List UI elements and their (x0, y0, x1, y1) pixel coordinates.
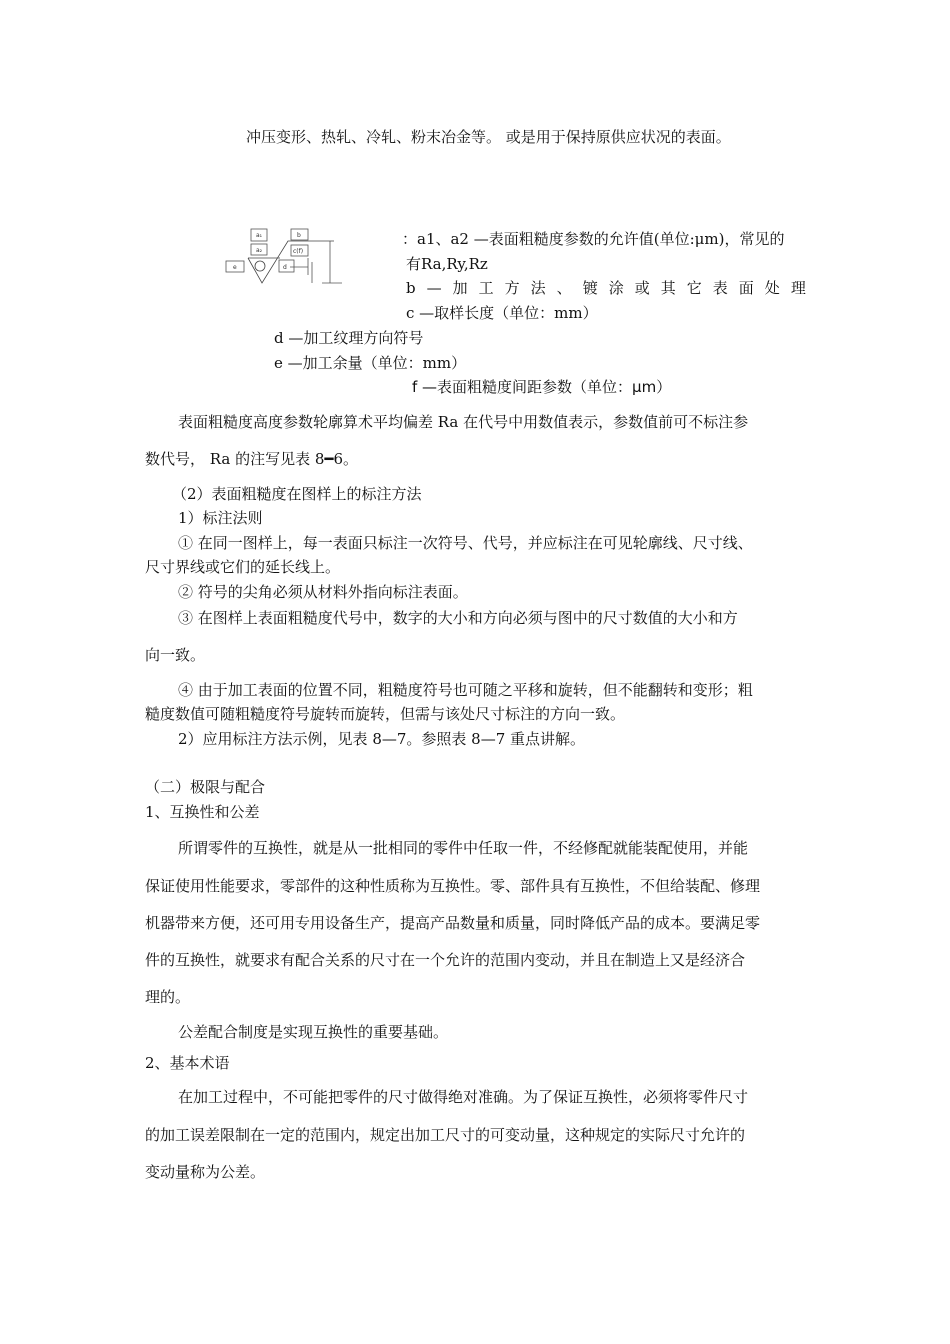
label-a2: a₂ (256, 247, 263, 254)
para-interchangeability-line5: 理的。 (145, 988, 191, 1006)
label-cf: c(f) (293, 248, 304, 255)
rule4-line2: 糙度数值可随粗糙度符号旋转而旋转，但需与该处尺寸标注的方向一致。 (145, 705, 626, 723)
legend-a-line1: ：a1、a2 —表面粗糙度参数的允许值(单位:μm)，常见的 (402, 230, 785, 248)
rule1-line2: 尺寸界线或它们的延长线上。 (145, 558, 341, 576)
para-terms-line2: 的加工误差限制在一定的范围内，规定出加工尺寸的可变动量，这种规定的实际尺寸允许的 (145, 1126, 746, 1144)
para-ra-line2: 数代号， Ra 的注写见表 8━6。 (145, 450, 359, 468)
legend-c: c —取样长度（单位：mm） (406, 304, 598, 322)
para-interchangeability-line1: 所谓零件的互换性，就是从一批相同的零件中任取一件，不经修配就能装配使用，并能 (178, 839, 749, 857)
para-interchangeability-line2: 保证使用性能要求，零部件的这种性质称为互换性。零、部件具有互换性，不但给装配、修理 (145, 877, 761, 895)
intro-line: 冲压变形、热轧、冷轧、粉末冶金等。 或是用于保持原供应状况的表面。 (246, 128, 731, 146)
para-ra-line1: 表面粗糙度高度参数轮廓算术平均偏差 Ra 在代号中用数值表示，参数值前可不标注参 (178, 413, 749, 431)
heading-marking-rules: 1）标注法则 (178, 509, 263, 527)
roughness-symbol-diagram (224, 225, 349, 285)
legend-d: d —加工纹理方向符号 (274, 329, 424, 347)
rule1-line1: ① 在同一图样上，每一表面只标注一次符号、代号，并应标注在可见轮廓线、尺寸线、 (178, 534, 753, 552)
rule3-line1: ③ 在图样上表面粗糙度代号中，数字的大小和方向必须与图中的尺寸数值的大小和方 (178, 609, 738, 627)
rule2: ② 符号的尖角必须从材料外指向标注表面。 (178, 583, 468, 601)
heading-marking-method: （2）表面粗糙度在图样上的标注方法 (172, 485, 422, 503)
para-interchangeability-line4: 件的互换性，就要求有配合关系的尺寸在一个允许的范围内变动，并且在制造上又是经济合 (145, 951, 746, 969)
subheading-interchangeability: 1、互换性和公差 (145, 803, 260, 821)
para-terms-line3: 变动量称为公差。 (145, 1163, 266, 1181)
legend-f: f —表面粗糙度间距参数（单位：μm） (412, 378, 672, 396)
legend-b: b — 加 工 方 法 、 镀 涂 或 其 它 表 面 处 理 (406, 279, 806, 297)
subheading-basic-terms: 2、基本术语 (145, 1054, 230, 1072)
rule3-line2: 向一致。 (145, 646, 206, 664)
heading-application-example: 2）应用标注方法示例，见表 8—7。参照表 8—7 重点讲解。 (178, 730, 586, 748)
para-tolerance-basis: 公差配合制度是实现互换性的重要基础。 (178, 1023, 449, 1041)
legend-e: e —加工余量（单位：mm） (274, 354, 467, 372)
section-limits-and-fits: （二）极限与配合 (145, 778, 266, 796)
label-e: e (233, 264, 237, 271)
para-terms-line1: 在加工过程中，不可能把零件的尺寸做得绝对准确。为了保证互换性，必须将零件尺寸 (178, 1088, 749, 1106)
legend-a-line2: 有Ra,Ry,Rz (406, 255, 488, 273)
label-d: d (283, 264, 287, 271)
rule4-line1: ④ 由于加工表面的位置不同，粗糙度符号也可随之平移和旋转，但不能翻转和变形；粗 (178, 681, 753, 699)
label-b: b (297, 232, 301, 239)
para-interchangeability-line3: 机器带来方便，还可用专用设备生产，提高产品数量和质量，同时降低产品的成本。要满足零 (145, 914, 761, 932)
label-a1: a₁ (256, 232, 263, 239)
